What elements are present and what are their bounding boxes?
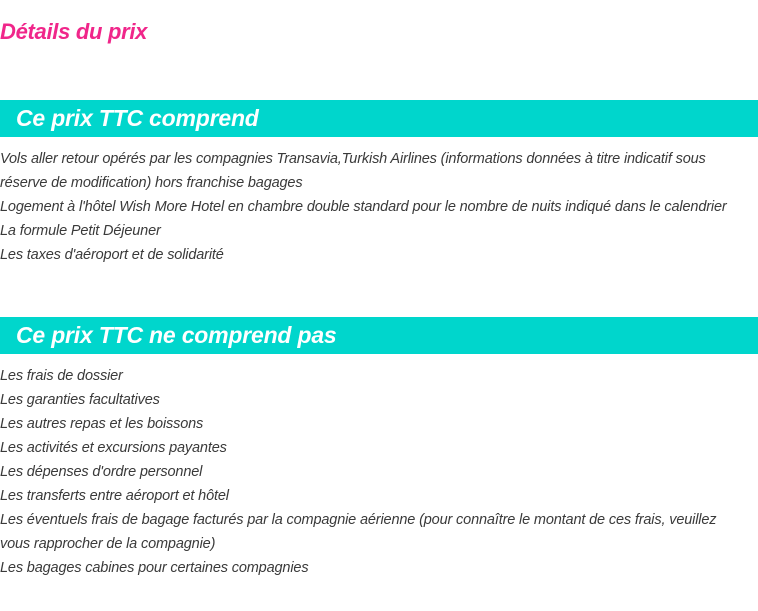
list-item: Logement à l'hôtel Wish More Hotel en chambre double standard pour le nombre de nuits indiqué dans le calendrier	[0, 199, 727, 215]
list-item: Les garanties facultatives	[0, 392, 160, 408]
list-item: Les dépenses d'ordre personnel	[0, 464, 203, 480]
list-item: Les activités et excursions payantes	[0, 440, 227, 456]
list-item: Les frais de dossier	[0, 368, 123, 384]
list-item: La formule Petit Déjeuner	[0, 223, 161, 239]
list-item: Les taxes d'aéroport et de solidarité	[0, 247, 224, 263]
list-item: Les éventuels frais de bagage facturés par la compagnie aérienne (pour connaître le montant de ces frais, veuillez vous rapprocher de la compagnie)	[0, 512, 717, 552]
list-item: Les transferts entre aéroport et hôtel	[0, 488, 229, 504]
includes-section-header: Ce prix TTC comprend	[0, 100, 758, 137]
page-title: Détails du prix	[0, 19, 148, 44]
list-item: Les autres repas et les boissons	[0, 416, 204, 432]
includes-list	[0, 147, 750, 267]
list-item: Les bagages cabines pour certaines compagnies	[0, 560, 309, 576]
excludes-list	[0, 364, 750, 580]
list-item: Vols aller retour opérés par les compagnies Transavia,Turkish Airlines (informations données à titre indicatif sous réserve de modification) hors franchise bagages	[0, 151, 706, 191]
excludes-section-header: Ce prix TTC ne comprend pas	[0, 317, 758, 354]
